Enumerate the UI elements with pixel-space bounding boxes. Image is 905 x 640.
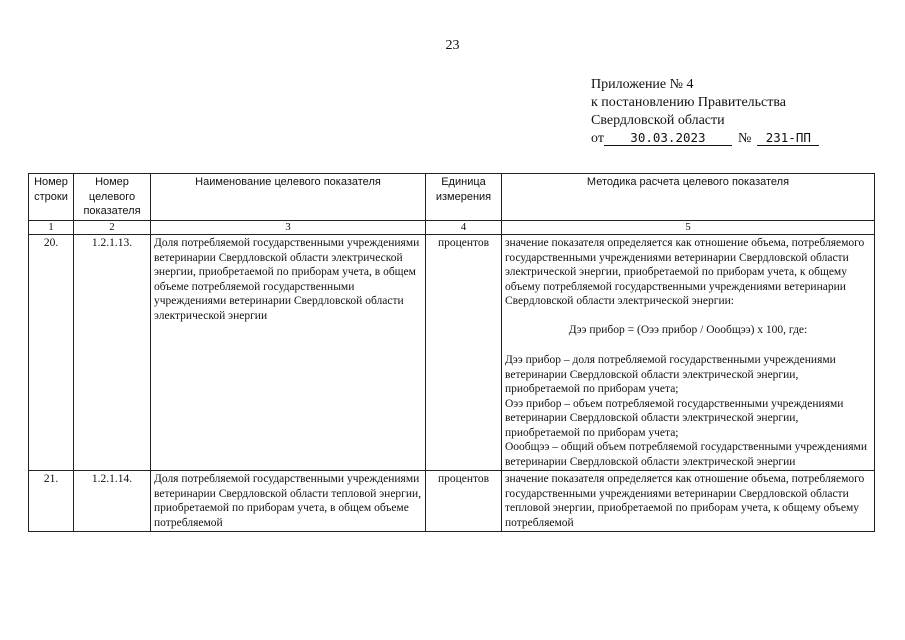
- appendix-header: [591, 76, 819, 148]
- indicators-table: [28, 173, 875, 532]
- method-intro: значение показателя определяется как отношение объема, потребляемого государственными учреждениями ветеринарии Свердловской области электрической энергии, приобретаемой по приборам учета, к общему объему потребляемой государственными учреждениями ветеринарии Свердловской области электрической энергии:: [505, 237, 865, 307]
- indicator-unit: процентов: [426, 235, 502, 471]
- number-sign: №: [737, 131, 752, 146]
- resolution-date: 30.03.2023: [604, 131, 732, 146]
- indicator-number: 1.2.1.14.: [74, 471, 151, 532]
- row-number: 21.: [29, 471, 74, 532]
- appendix-region: Свердловской области: [591, 113, 725, 128]
- column-number: 5: [502, 221, 875, 235]
- method-formula: Дээ прибор = (Оээ прибор / Оообщээ) х 100, где:: [568, 323, 808, 336]
- table-row: [29, 471, 875, 532]
- header-row-number: Номер строки: [29, 174, 74, 221]
- appendix-date-line: [591, 130, 819, 148]
- from-label: от: [591, 131, 604, 146]
- appendix-resolution-ref: к постановлению Правительства: [591, 95, 787, 110]
- column-number-row: [29, 221, 875, 235]
- calculation-method-cell: [502, 471, 875, 532]
- header-unit: Единица измерения: [426, 174, 502, 221]
- indicator-name-cell: [151, 471, 426, 532]
- table-row: [29, 235, 875, 471]
- indicator-name: Доля потребляемой государственными учреждениями ветеринарии Свердловской области тепловой энергии, приобретаемой по приборам учета, в общем объеме потребляемой: [154, 473, 422, 529]
- method-definition: Оообщээ – общий объем потребляемой государственными учреждениями ветеринарии Свердловской области электрической энергии: [505, 441, 867, 468]
- appendix-title: Приложение № 4: [591, 77, 694, 92]
- method-definition: Оээ прибор – объем потребляемой государственными учреждениями ветеринарии Свердловской области электрической энергии, приобретаемой по приборам учета;: [505, 397, 844, 439]
- page-number: 23: [445, 38, 460, 53]
- resolution-number: 231-ПП: [757, 131, 819, 146]
- calculation-method: [502, 235, 875, 471]
- method-definition: Дээ прибор – доля потребляемой государственными учреждениями ветеринарии Свердловской области электрической энергии, приобретаемой по приборам учета;: [505, 354, 836, 395]
- indicator-number: 1.2.1.13.: [74, 235, 151, 471]
- row-number: 20.: [29, 235, 74, 471]
- header-indicator-number: Номер целевого показателя: [74, 174, 151, 221]
- table-header-row: [29, 174, 875, 221]
- header-indicator-name: Наименование целевого показателя: [151, 174, 426, 221]
- indicator-name: Доля потребляемой государственными учреждениями ветеринарии Свердловской области электрической энергии, приобретаемой по приборам учета, в общем объеме потребляемой государственными учреждениями ветеринарии Свердловской области электрической энергии: [151, 235, 426, 471]
- method-intro: значение показателя определяется как отношение объема, потребляемого государственными учреждениями ветеринарии Свердловской области тепловой энергии, приобретаемой по приборам учета, к общему объему потребляемой: [505, 473, 865, 529]
- column-number: 4: [426, 221, 502, 235]
- indicator-unit: процентов: [426, 471, 502, 532]
- column-number: 1: [29, 221, 74, 235]
- column-number: 3: [151, 221, 426, 235]
- header-method: Методика расчета целевого показателя: [502, 174, 875, 221]
- column-number: 2: [74, 221, 151, 235]
